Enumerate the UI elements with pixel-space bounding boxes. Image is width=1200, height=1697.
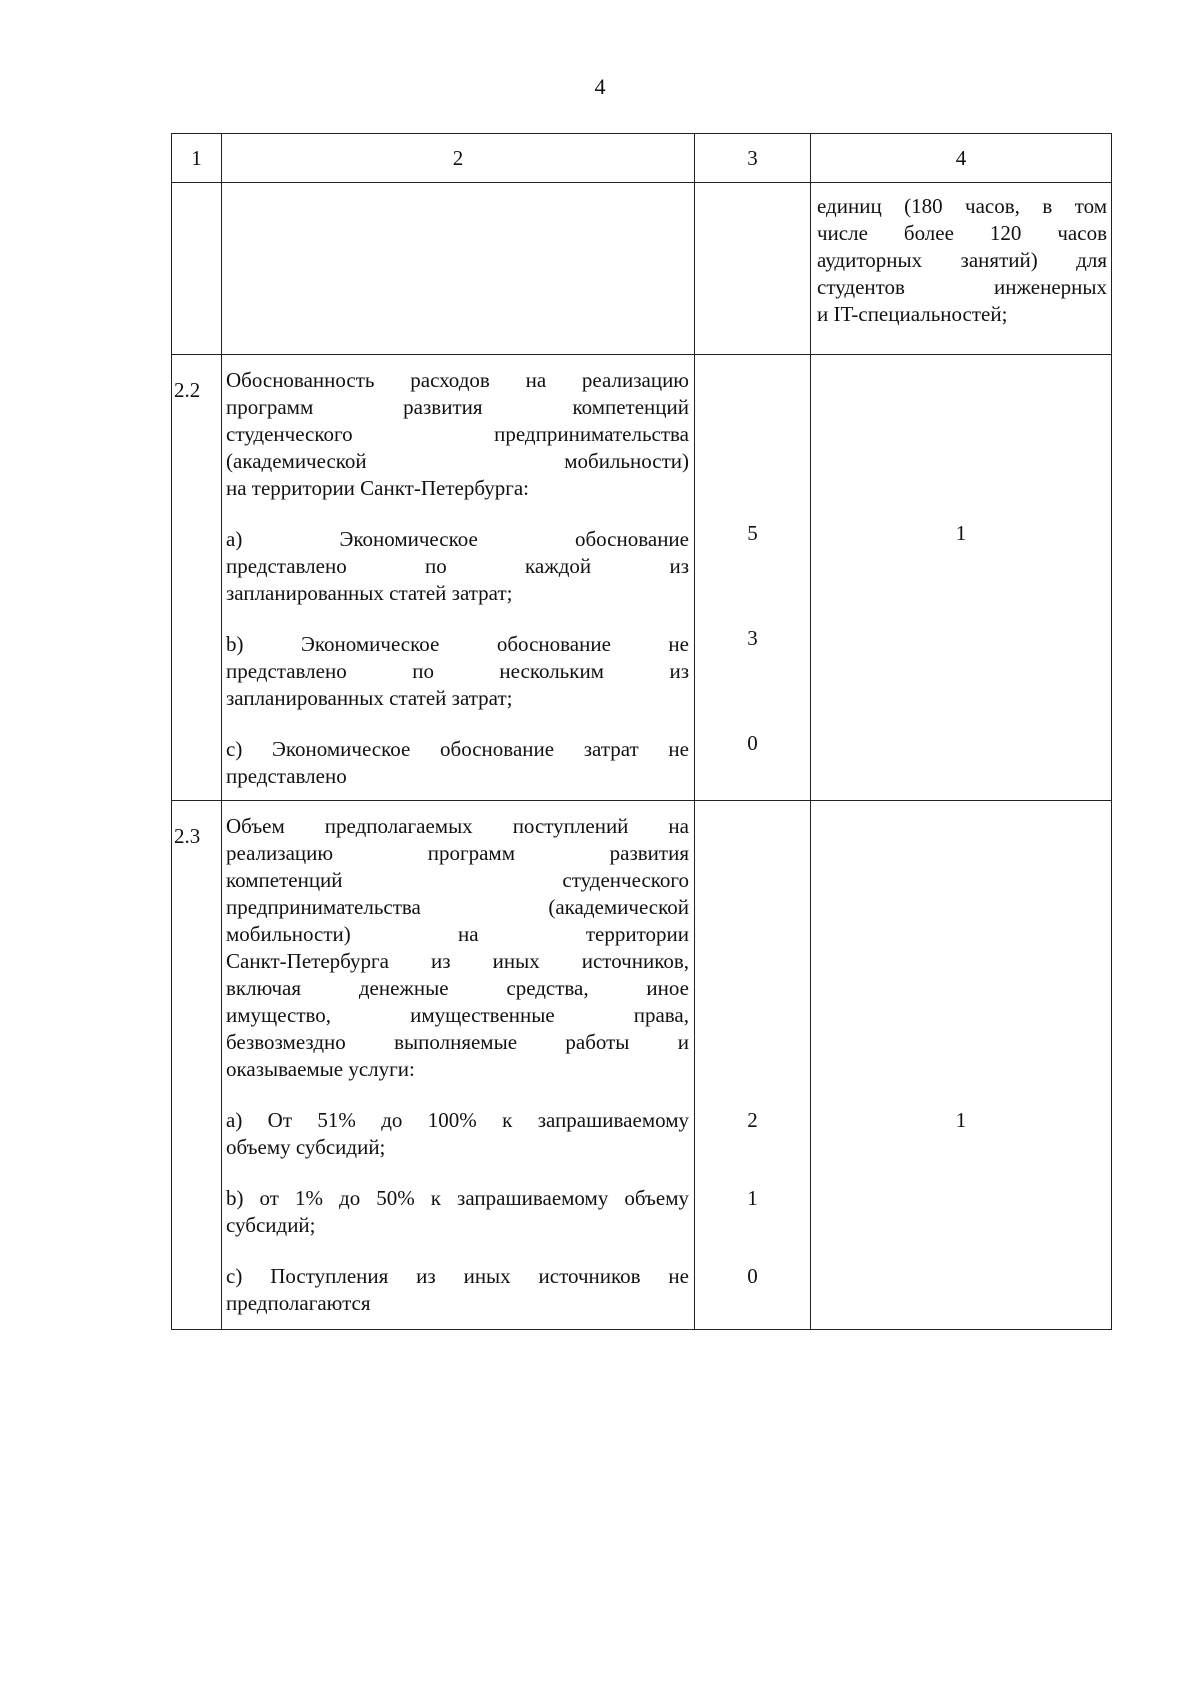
score-value: 3: [747, 626, 758, 650]
header-row: [172, 134, 1112, 183]
option-b: [226, 631, 689, 712]
text-line: на территории Санкт-Петербурга:: [226, 476, 529, 500]
text-line: запланированных статей затрат;: [226, 581, 513, 605]
score-value: 0: [747, 731, 758, 755]
text-line: представлено по нескольким из: [226, 659, 689, 683]
criterion-row-2-3: [172, 801, 1112, 1330]
text-line: запланированных статей затрат;: [226, 686, 513, 710]
continuation-weight-cell: [811, 183, 1112, 355]
option-c: [226, 736, 689, 790]
text-line: b) от 1% до 50% к запрашиваемому объему: [226, 1186, 689, 1210]
text-line: (академической мобильности): [226, 449, 689, 473]
text-line: c) Экономическое обоснование затрат не: [226, 737, 689, 761]
text-line: субсидий;: [226, 1213, 316, 1237]
text-line: аудиторных занятий) для: [817, 248, 1107, 272]
score-value: 5: [747, 521, 758, 545]
text-line: программ развития компетенций: [226, 395, 689, 419]
text-line: и IT-специальностей;: [817, 302, 1008, 326]
text-line: объему субсидий;: [226, 1135, 386, 1159]
header-col-4: 4: [811, 134, 1112, 183]
option-a: [226, 1107, 689, 1161]
text-line: a) От 51% до 100% к запрашиваемому: [226, 1108, 689, 1132]
weight-cell: [811, 801, 1112, 1330]
weight-cell: [811, 355, 1112, 801]
option-b: [226, 1185, 689, 1239]
score-value: 0: [747, 1264, 758, 1288]
text-line: Санкт-Петербурга из иных источников,: [226, 949, 689, 973]
text-line: предпринимательства (академической: [226, 895, 689, 919]
weight-value: 1: [955, 1108, 967, 1132]
score-cell: [695, 355, 811, 801]
criterion-num-cell: [172, 801, 222, 1330]
continuation-text: [811, 183, 1111, 334]
text-line: Объем предполагаемых поступлений на: [226, 814, 689, 838]
text-line: a) Экономическое обоснование: [226, 527, 689, 551]
text-line: безвозмездно выполняемые работы и: [226, 1030, 689, 1054]
criterion-text-cell: [222, 801, 695, 1330]
continuation-score-cell: [695, 183, 811, 355]
continuation-num-cell: [172, 183, 222, 355]
score-column: [695, 355, 810, 757]
criteria-table: [171, 133, 1112, 1330]
text-line: студентов инженерных: [817, 275, 1107, 299]
score-value: 1: [747, 1186, 758, 1210]
score-cell: [695, 801, 811, 1330]
header-col-3: 3: [695, 134, 811, 183]
continuation-row: [172, 183, 1112, 355]
criterion-description: [222, 355, 694, 800]
text-line: включая денежные средства, иное: [226, 976, 689, 1000]
score-value: 2: [747, 1108, 758, 1132]
text-line: числе более 120 часов: [817, 221, 1107, 245]
text-line: компетенций студенческого: [226, 868, 689, 892]
criterion-row-2-2: [172, 355, 1112, 801]
text-line: имущество, имущественные права,: [226, 1003, 689, 1027]
criterion-description: [222, 801, 694, 1329]
continuation-text-cell: [222, 183, 695, 355]
criterion-number: 2.3: [174, 824, 201, 848]
option-a: [226, 526, 689, 607]
text-line: Обоснованность расходов на реализацию: [226, 368, 689, 392]
text-line: оказываемые услуги:: [226, 1057, 415, 1081]
header-col-1: 1: [172, 134, 222, 183]
criterion-number: 2.2: [174, 378, 201, 402]
text-line: студенческого предпринимательства: [226, 422, 689, 446]
text-line: единиц (180 часов, в том: [817, 194, 1107, 218]
text-line: мобильности) на территории: [226, 922, 689, 946]
option-c: [226, 1263, 689, 1317]
text-line: b) Экономическое обоснование не: [226, 632, 689, 656]
text-line: представлено по каждой из: [226, 554, 689, 578]
text-line: реализацию программ развития: [226, 841, 689, 865]
criterion-num-cell: [172, 355, 222, 801]
text-line: c) Поступления из иных источников не: [226, 1264, 689, 1288]
criterion-text-cell: [222, 355, 695, 801]
text-line: предполагаются: [226, 1291, 371, 1315]
page-number: 4: [594, 74, 606, 99]
score-column: [695, 801, 810, 1290]
weight-value: 1: [955, 521, 967, 545]
header-col-2: 2: [222, 134, 695, 183]
text-line: представлено: [226, 764, 347, 788]
